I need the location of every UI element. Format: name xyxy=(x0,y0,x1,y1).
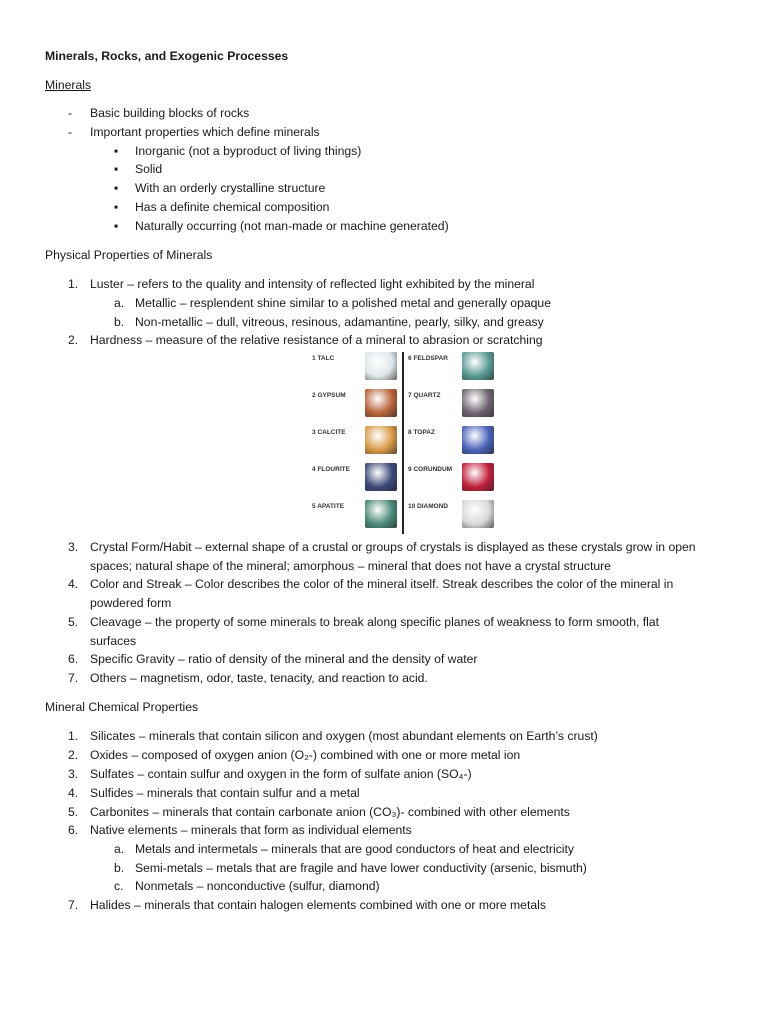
minerals-dash-item: Important properties which define minerals xyxy=(90,125,320,139)
list-letter: c. xyxy=(114,879,124,893)
hardness-scale-figure xyxy=(312,352,498,534)
list-number: 2. xyxy=(68,333,79,347)
list-number: 1. xyxy=(68,277,79,291)
mineral-sample-image xyxy=(462,389,494,417)
hardness-number: 8 xyxy=(408,429,412,436)
hardness-name: APATITE xyxy=(317,503,345,510)
list-letter: a. xyxy=(114,842,125,856)
square-bullet-icon: ▪ xyxy=(114,144,119,158)
dash-marker: - xyxy=(68,106,73,120)
minerals-bullet-item: Has a definite chemical composition xyxy=(135,200,330,214)
hardness-name: CALCITE xyxy=(317,429,346,436)
hardness-number: 10 xyxy=(408,503,416,510)
hardness-label xyxy=(408,392,460,400)
square-bullet-icon: ▪ xyxy=(114,200,119,214)
mineral-sample-image xyxy=(365,426,397,454)
hardness-name: QUARTZ xyxy=(413,392,441,399)
physical-item-luster: Luster – refers to the quality and intensity of reflected light exhibited by the mineral xyxy=(90,277,535,291)
list-number: 4. xyxy=(68,786,79,800)
list-number: 6. xyxy=(68,823,79,837)
mineral-sample-image xyxy=(462,426,494,454)
hardness-number: 7 xyxy=(408,392,412,399)
mineral-sample-image xyxy=(462,463,494,491)
square-bullet-icon: ▪ xyxy=(114,181,119,195)
chemical-item: Carbonites – minerals that contain carbonate anion (CO₃)- combined with other elements xyxy=(90,805,570,819)
hardness-name: DIAMOND xyxy=(417,503,449,510)
physical-item-line: Cleavage – the property of some minerals to break along specific planes of weakness to form smooth, flat xyxy=(90,614,660,629)
chemical-item: Silicates – minerals that contain silicon and oxygen (most abundant elements on Earth’s crust) xyxy=(90,729,598,743)
chemical-item: Native elements – minerals that form as individual elements xyxy=(90,823,412,837)
hardness-label xyxy=(408,466,460,474)
minerals-bullet-item: Inorganic (not a byproduct of living things) xyxy=(135,144,362,158)
hardness-name: CORUNDUM xyxy=(413,466,453,473)
hardness-name: TALC xyxy=(317,355,335,362)
mineral-sample-image xyxy=(462,352,494,380)
hardness-label xyxy=(312,503,364,511)
hardness-label xyxy=(312,355,364,363)
mineral-sample-image xyxy=(365,500,397,528)
chemical-item: Sulfates – contain sulfur and oxygen in the form of sulfate anion (SO₄-) xyxy=(90,767,472,781)
physical-item-line: surfaces xyxy=(90,633,137,648)
list-number: 7. xyxy=(68,670,79,685)
minerals-bullet-item: Naturally occurring (not man-made or machine generated) xyxy=(135,219,449,233)
list-letter: b. xyxy=(114,315,125,329)
physical-item-line: powdered form xyxy=(90,596,172,611)
dash-marker: - xyxy=(68,125,73,139)
native-sub-item: Semi-metals – metals that are fragile and have lower conductivity (arsenic, bismuth) xyxy=(135,861,587,875)
hardness-number: 4 xyxy=(312,466,316,473)
physical-item-line: Crystal Form/Habit – external shape of a crustal or groups of crystals is displayed as these crystals grow in open xyxy=(90,540,696,554)
hardness-label xyxy=(408,503,460,511)
list-number: 4. xyxy=(68,577,79,592)
hardness-name: GYPSUM xyxy=(317,392,346,399)
hardness-number: 9 xyxy=(408,466,412,473)
physical-item-line: Others – magnetism, odor, taste, tenacity, and reaction to acid. xyxy=(90,670,428,685)
native-sub-item: Metals and intermetals – minerals that are good conductors of heat and electricity xyxy=(135,842,574,856)
physical-item-line: Color and Streak – Color describes the color of the mineral itself. Streak describes the color of the mineral in xyxy=(90,577,674,592)
hardness-name: FLOURITE xyxy=(317,466,350,473)
mineral-sample-image xyxy=(365,463,397,491)
native-sub-item: Nonmetals – nonconductive (sulfur, diamond) xyxy=(135,879,380,893)
hardness-number: 5 xyxy=(312,503,316,510)
minerals-bullet-item: Solid xyxy=(135,162,163,176)
minerals-bullet-item: With an orderly crystalline structure xyxy=(135,181,326,195)
list-letter: b. xyxy=(114,861,125,875)
physical-heading: Physical Properties of Minerals xyxy=(45,248,213,262)
hardness-number: 1 xyxy=(312,355,316,362)
luster-sub-item: Metallic – resplendent shine similar to a polished metal and generally opaque xyxy=(135,296,551,310)
chemical-item: Oxides – composed of oxygen anion (O₂-) combined with one or more metal ion xyxy=(90,748,521,762)
hardness-label xyxy=(312,392,364,400)
list-number: 6. xyxy=(68,652,79,667)
square-bullet-icon: ▪ xyxy=(114,219,119,233)
hardness-number: 2 xyxy=(312,392,316,399)
luster-sub-item: Non-metallic – dull, vitreous, resinous, adamantine, pearly, silky, and greasy xyxy=(135,315,544,329)
hardness-number: 3 xyxy=(312,429,316,436)
square-bullet-icon: ▪ xyxy=(114,162,119,176)
figure-divider xyxy=(402,352,404,534)
physical-item-line: Specific Gravity – ratio of density of the mineral and the density of water xyxy=(90,652,478,667)
hardness-name: TOPAZ xyxy=(413,429,435,436)
hardness-name: FELDSPAR xyxy=(413,355,448,362)
list-number: 3. xyxy=(68,540,79,554)
list-letter: a. xyxy=(114,296,125,310)
list-number: 1. xyxy=(68,729,79,743)
list-number: 5. xyxy=(68,805,79,819)
hardness-label xyxy=(312,466,364,474)
chemical-item: Sulfides – minerals that contain sulfur and a metal xyxy=(90,786,360,800)
mineral-sample-image xyxy=(462,500,494,528)
hardness-label xyxy=(312,429,364,437)
chemical-item: Halides – minerals that contain halogen elements combined with one or more metals xyxy=(90,898,546,912)
minerals-heading: Minerals xyxy=(45,78,92,92)
chemical-heading: Mineral Chemical Properties xyxy=(45,700,199,714)
mineral-sample-image xyxy=(365,389,397,417)
hardness-label xyxy=(408,429,460,437)
list-number: 2. xyxy=(68,748,79,762)
hardness-label xyxy=(408,355,460,363)
hardness-number: 6 xyxy=(408,355,412,362)
list-number: 7. xyxy=(68,898,79,912)
physical-item-line: spaces; natural shape of the mineral; amorphous – mineral that does not have a crystal structure xyxy=(90,558,611,573)
list-number: 5. xyxy=(68,614,79,629)
list-number: 3. xyxy=(68,767,79,781)
page-title: Minerals, Rocks, and Exogenic Processes xyxy=(45,49,289,63)
mineral-sample-image xyxy=(365,352,397,380)
physical-item-hardness: Hardness – measure of the relative resistance of a mineral to abrasion or scratching xyxy=(90,333,543,347)
minerals-dash-item: Basic building blocks of rocks xyxy=(90,106,250,120)
